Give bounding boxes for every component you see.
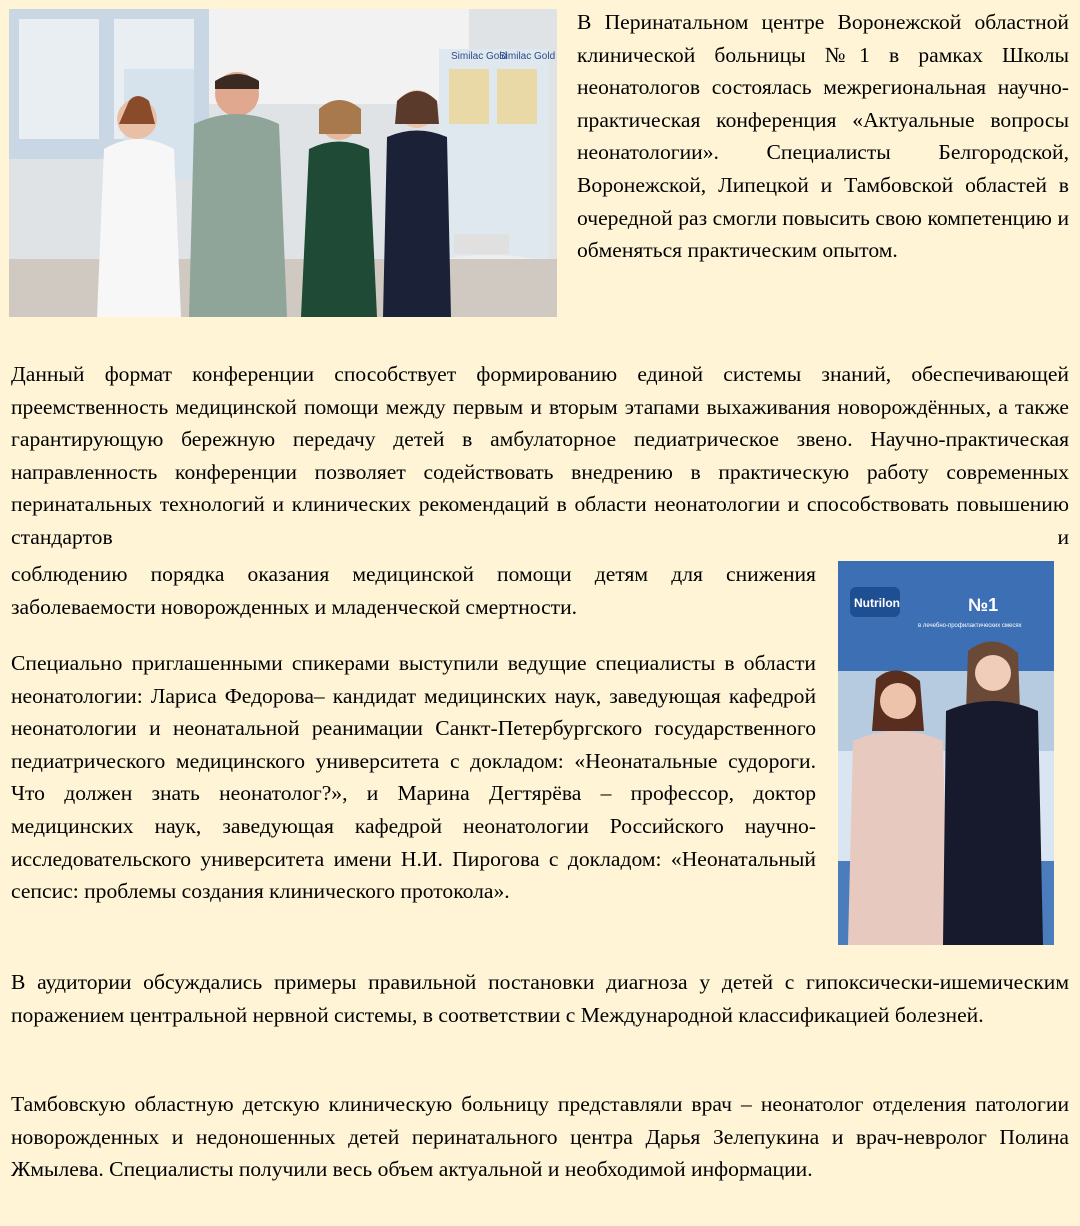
paragraph-format-continued: соблюдению порядка оказания медицинской помощи детям для снижения заболеваемости новорожденных и младенческой смертности. bbox=[11, 562, 816, 619]
paragraph-discussion: В аудитории обсуждались примеры правильной постановки диагноза у детей с гипоксически-ишемическим поражением центральной нервной системы, в соответствии с Международной классификацией болезней. bbox=[11, 970, 1069, 1027]
paragraph-format: Данный формат конференции способствует формированию единой системы знаний, обеспечивающей преемственность медицинской помощи между первым и вторым этапами выхаживания новорождённых, а также гарантирующую бережную передачу детей в амбулаторное педиатрическое звено. Научно-практическая направленность конференции позволяет содействовать внедрению в практическую работу современных перинатальных технологий и клинических рекомендаций в области неонатологии и способствовать повышению стандартов и bbox=[11, 362, 1069, 549]
paragraph-tambov: Тамбовскую областную детскую клиническую больницу представляли врач – неонатолог отделения патологии новорожденных и недоношенных детей перинатального центра Дарья Зелепукина и врач-невролог Полина Жмылева. Специалисты получили весь объем актуальной и необходимой информации. bbox=[11, 1092, 1069, 1182]
conference-group-photo bbox=[9, 9, 557, 317]
paragraph-speakers: Специально приглашенными спикерами выступили ведущие специалисты в области неонатологии: Лариса Федорова– кандидат медицинских наук, заведующая кафедрой неонатологии и неонатальной реанимации Санкт-Петербургского государственного педиатрического медицинского университета с докладом: «Неонатальные судороги. Что должен знать неонатолог?», и Марина Дегтярёва – профессор, доктор медицинских наук, заведующая кафедрой неонатологии Российского научно-исследовательского университета имени Н.И. Пирогова с докладом: «Неонатальный сепсис: проблемы создания клинического протокола». bbox=[11, 651, 816, 904]
banner-text-1: Similac Gold bbox=[451, 51, 508, 62]
banner-brand: Nutrilon bbox=[854, 596, 900, 610]
two-women-photo bbox=[838, 561, 1054, 945]
banner-number: №1 bbox=[968, 595, 999, 615]
paragraph-intro: В Перинатальном центре Воронежской областной клинической больницы №1 в рамках Школы неонатологов состоялась межрегиональная научно-практическая конференция «Актуальные вопросы неонатологии». Специалисты Белгородской, Воронежской, Липецкой и Тамбовской областей в очередной раз смогли повысить свою компетенцию и обменяться практическим опытом. bbox=[577, 10, 1069, 263]
banner-text-2: Similac Gold bbox=[499, 51, 556, 62]
banner-line: в лечебно-профилактических смесях bbox=[918, 623, 1022, 629]
